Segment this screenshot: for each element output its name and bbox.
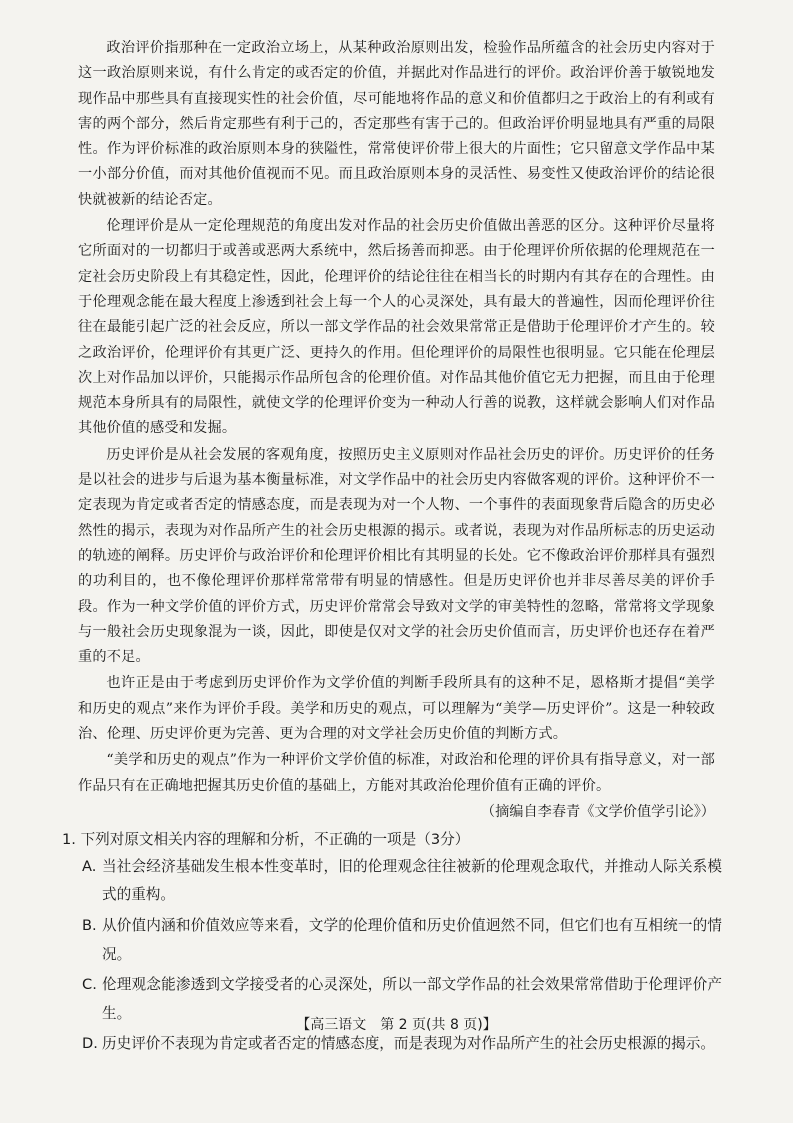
option-text: 当社会经济基础发生根本性变革时，旧的伦理观念往往被新的伦理观念取代，并推动人际关系模式的重构。 <box>102 857 722 904</box>
option-letter: C. <box>82 976 97 994</box>
passage-paragraph-2: 伦理评价是从一定伦理规范的角度出发对作品的社会历史价值做出善恶的区分。这种评价尽量将它所面对的一切都归于或善或恶两大系统中，然后扬善而抑恶。由于伦理评价所依据的伦理规范在一定社会历史阶段上有其稳定性，因此，伦理评价的结论往往在相当长的时期内有其存在的合理性。由于伦理观念能在最大程度上渗透到社会上每一个人的心灵深处，具有最大的普遍性，因而伦理评价往往在最能引起广泛的社会反应，所以一部文学作品的社会效果常常正是借助于伦理评价才产生的。较之政治评价，伦理评价有其更广泛、更持久的作用。但伦理评价的局限性也很明显。它只能在伦理层次上对作品加以评价，只能揭示作品所包含的伦理价值。对作品其他价值它无力把握，而且由于伦理规范本身所具有的局限性，就使文学的伦理评价变为一种动人行善的说教，这样就会影响人们对作品其他价值的感受和发掘。 <box>78 218 715 437</box>
passage-source: （摘编自李春青《文学价值学引论》） <box>480 803 715 820</box>
option-a <box>62 853 722 910</box>
option-text: 历史评价不表现为肯定或者否定的情感态度，而是表现为对作品所产生的社会历史根源的揭示。 <box>102 1035 715 1053</box>
option-d <box>62 1030 722 1059</box>
reading-passage <box>78 36 715 825</box>
passage-paragraph-5: “美学和历史的观点”作为一种评价文学价值的标准，对政治和伦理的评价具有指导意义，对一部作品只有在正确地把握其历史价值的基础上，方能对其政治伦理价值有正确的评价。 <box>78 752 715 794</box>
option-letter: D. <box>82 1035 98 1053</box>
page-content <box>62 36 722 1061</box>
passage-paragraph-4: 也许正是由于考虑到历史评价作为文学价值的判断手段所具有的这种不足，恩格斯才提倡“美学和历史的观点”来作为评价手段。美学和历史的观点，可以理解为“美学—历史评价”。这是一种较政治、伦理、历史评价更为完善、更为合理的对文学社会历史价值的判断方式。 <box>78 675 715 743</box>
option-b <box>62 912 722 969</box>
passage-paragraph-3: 历史评价是从社会发展的客观角度，按照历史主义原则对作品社会历史的评价。历史评价的任务是以社会的进步与后退为基本衡量标准，对文学作品中的社会历史内容做客观的评价。这种评价不一定表现为肯定或者否定的情感态度，而是表现为对一个人物、一个事件的表面现象背后隐含的历史必然性的揭示，表现为对作品所产生的社会历史根源的揭示。或者说，表现为对作品所标志的历史运动的轨迹的阐释。历史评价与政治评价和伦理评价相比有其明显的长处。它不像政治评价那样具有强烈的功利目的，也不像伦理评价那样常常带有明显的情感性。但是历史评价也并非尽善尽美的评价手段。作为一种文学价值的评价方式，历史评价常常会导致对文学的审美特性的忽略，常常将文学现象与一般社会历史现象混为一谈，因此，即使是仅对文学的社会历史价值而言，历史评价也还存在着严重的不足。 <box>78 446 715 666</box>
option-text: 伦理观念能渗透到文学接受者的心灵深处，所以一部文学作品的社会效果常常借助于伦理评价产生。 <box>102 976 722 1022</box>
option-letter: B. <box>82 916 97 934</box>
page-footer: 【高三语文 第 2 页(共 8 页)】 <box>296 1017 497 1033</box>
option-letter: A. <box>82 857 97 875</box>
question-stem: 1. 下列对原文相关内容的理解和分析，不正确的一项是（3分） <box>62 831 470 849</box>
passage-paragraph-1: 政治评价指那种在一定政治立场上，从某种政治原则出发，检验作品所蕴含的社会历史内容对于这一政治原则来说，有什么肯定的或否定的价值，并据此对作品进行的评价。政治评价善于敏锐地发现作品中那些具有直接现实性的社会价值，尽可能地将作品的意义和价值都归之于政治上的有利或有害的两个部分，然后肯定那些有利于己的，否定那些有害于己的。但政治评价明显地具有严重的局限性。作为评价标准的政治原则本身的狭隘性，常常使评价带上很大的片面性；它只留意文学作品中某一小部分价值，而对其他价值视而不见。而且政治原则本身的灵活性、易变性又使政治评价的结论很快就被新的结论否定。 <box>78 40 715 208</box>
option-text: 从价值内涵和价值效应等来看，文学的伦理价值和历史价值迥然不同，但它们也有互相统一的情况。 <box>102 916 722 963</box>
